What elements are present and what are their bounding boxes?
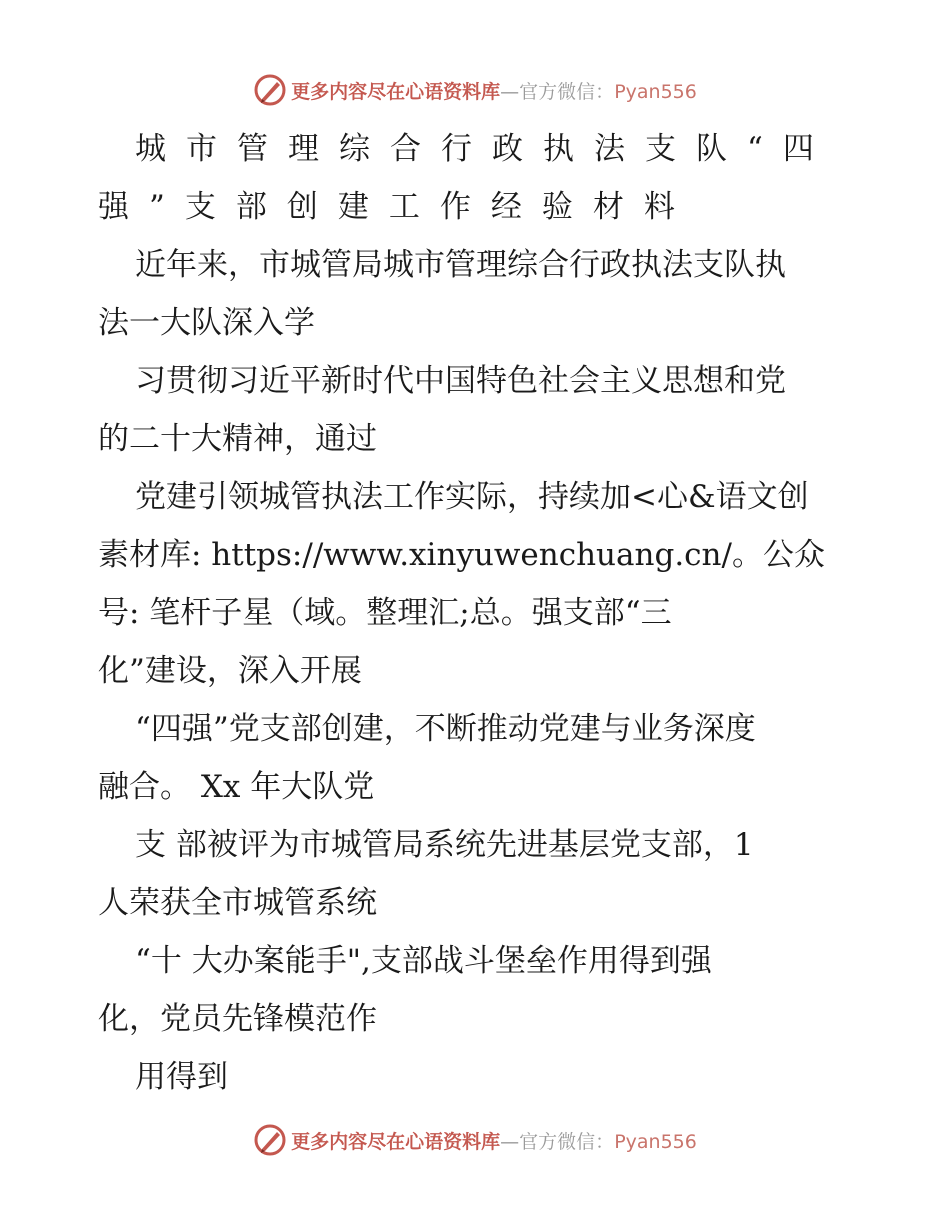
- paragraph-line: 融合。 Xx 年大队党: [98, 769, 375, 805]
- paragraph-line: 习贯彻习近平新时代中国特色社会主义思想和党: [135, 363, 786, 399]
- banner-dash: —: [500, 1130, 520, 1153]
- banner-wechat-id: Pyan556: [614, 1130, 697, 1153]
- pen-logo-icon: [253, 73, 287, 107]
- paragraph-line: 化，党员先锋模范作: [98, 1001, 377, 1037]
- paragraph-line: 化”建设，深入开展: [98, 653, 362, 689]
- document-title-line-2: 强”支部创建工作经验材料: [98, 189, 695, 225]
- paragraph-line: 人荣获全市城管系统: [98, 885, 377, 921]
- paragraph-line: 支 部被评为市城管局系统先进基层党支部，1: [135, 827, 754, 863]
- banner-official-label: 官方微信：: [519, 1130, 615, 1153]
- document-title-line-1: 城市管理综合行政执法支队“四: [135, 131, 834, 167]
- banner-official-label: 官方微信：: [519, 80, 615, 103]
- banner-dash: —: [500, 80, 520, 103]
- paragraph-line: 素材库: https://www.xinyuwenchuang.cn/。公众: [98, 537, 825, 573]
- pen-logo-icon: [253, 1123, 287, 1157]
- paragraph-line: “十 大办案能手",支部战斗堡垒作用得到强: [135, 943, 712, 979]
- banner-text: [291, 1127, 697, 1154]
- paragraph-line: 号: 笔杆子星（域。整理汇;总。强支部“三: [98, 595, 672, 631]
- banner-wechat-id: Pyan556: [614, 80, 697, 103]
- footer-watermark-banner: [0, 1120, 950, 1160]
- paragraph-line: 用得到: [135, 1059, 228, 1095]
- paragraph-line: 法一大队深入学: [98, 305, 315, 341]
- document-body: [98, 120, 858, 1106]
- paragraph-line: 的二十大精神，通过: [98, 421, 377, 457]
- banner-text: [291, 77, 697, 104]
- paragraph-line: “四强”党支部创建，不断推动党建与业务深度: [135, 711, 756, 747]
- paragraph-line: 近年来，市城管局城市管理综合行政执法支队执: [135, 247, 786, 283]
- paragraph-lines: [98, 236, 858, 1106]
- banner-main-text: 更多内容尽在心语资料库: [291, 80, 501, 103]
- header-watermark-banner: [0, 70, 950, 110]
- paragraph-line: 党建引领城管执法工作实际，持续加<心&语文创: [135, 479, 809, 515]
- banner-main-text: 更多内容尽在心语资料库: [291, 1130, 501, 1153]
